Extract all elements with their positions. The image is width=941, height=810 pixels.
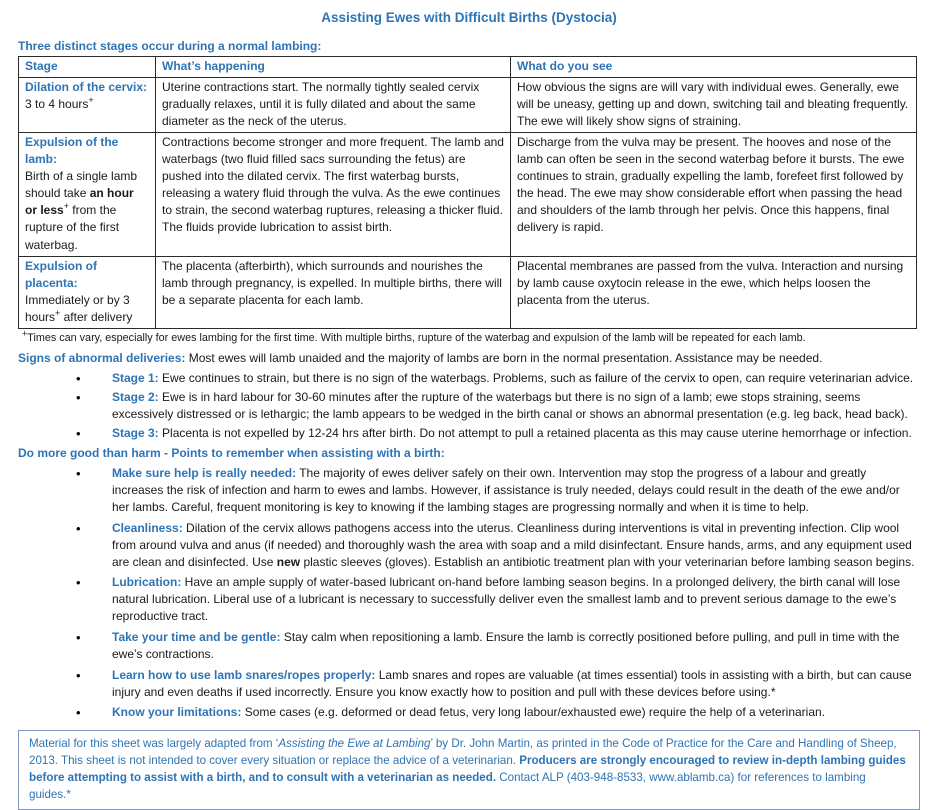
- stage-text: from the rupture of the first waterbag.: [25, 203, 120, 252]
- bullet-text: Ewe continues to strain, but there is no sign of the waterbags. Problems, such as failure of the cervix to open, can require veterinarian advice.: [162, 371, 914, 386]
- bullet-text: plastic sleeves (gloves). Establish an antibiotic treatment plan with your veterinarian before lambing season begins.: [300, 554, 915, 569]
- bullet-label: Stage 1:: [112, 371, 159, 386]
- stage-label: Expulsion of the lamb:: [25, 135, 119, 167]
- table-row: [19, 78, 917, 133]
- bullet-label: Cleanliness:: [112, 520, 183, 535]
- happening-cell: Uterine contractions start. The normally tightly sealed cervix gradually relaxes, until it is fully dilated and about the same diameter as the neck of the uterus.: [156, 78, 511, 133]
- bullet-text: Lamb snares and ropes are valuable (at times essential) tools in assisting with a birth, but can cause injury and even deaths if used incorrectly. Ensure you know exactly how to position and pull with these devices before using.*: [112, 667, 912, 699]
- stage-label: Expulsion of placenta:: [25, 258, 97, 290]
- table-row: [19, 256, 917, 328]
- signs-heading: Signs of abnormal deliveries:: [18, 350, 186, 365]
- bullet-text: Have an ample supply of water-based lubricant on-hand before lambing season begins. In a prolonged delivery, the birth canal will lose natural lubrication. Liberal use of a lubricant is necessary to successfully deliver even the smallest lamb and to prevent serious damage to the ewe’s reproductive tract.: [112, 575, 901, 624]
- stage-text-bold: an hour or less: [25, 186, 134, 218]
- happening-cell: Contractions become stronger and more frequent. The lamb and waterbags (two fluid filled sacs surrounding the fetus) are pushed into the dilated cervix. The first waterbag bursts, releasing a watery fluid through the vulva. As the ewe continues to strain, the second waterbag ruptures, releasing a thicker fluid. The fluids provide lubrication to assist birth.: [156, 133, 511, 256]
- footnote-marker: +: [63, 201, 69, 212]
- lambing-stages-table: [18, 56, 917, 328]
- bullet-label: Make sure help is really needed:: [112, 466, 297, 481]
- footer-source-title: Assisting the Ewe at Lambing: [278, 737, 431, 751]
- column-header-stage: Stage: [19, 57, 156, 78]
- list-item-stage3: [18, 425, 920, 442]
- signs-section: [18, 350, 920, 367]
- list-item-cleanliness: [18, 520, 920, 571]
- signs-intro-text: Most ewes will lamb unaided and the majority of lambs are born in the normal presentation. Assistance may be needed.: [188, 350, 823, 365]
- see-cell: Discharge from the vulva may be present. The hooves and nose of the lamb can often be seen in the second waterbag before it bursts. The ewe continues to strain, gradually expelling the lamb, forefeet first followed by the head. The ewe may show considerable effort when passing the head and shoulders of the lamb through her pelvis. Once this happens, final delivery is rapid.: [511, 133, 917, 256]
- table-header-row: [19, 57, 917, 78]
- bullet-text: Stay calm when repositioning a lamb. Ensure the lamb is correctly positioned before pulling, and pull in time with the ewe’s contractions.: [112, 629, 900, 661]
- bullet-text: Ewe is in hard labour for 30-60 minutes after the rupture of the waterbags but there is no sign of a lamb; ewe stops straining, seems excessively distressed or is lethargic; the lamb appears to be wedged in the birth canal or shows an abnormal presentation (e.g. leg back, head back).: [112, 390, 908, 422]
- bullet-text: The majority of ewes deliver safely on their own. Intervention may stop the progress of a labour and greatly increases the risk of infection and harm to ewes and lambs. However, if assistance is truly needed, delays could result in the death of the ewe and/or her lambs. Careful, frequent monitoring is key to knowing if the lambing stages are progressing normally and when it is time to help.: [112, 466, 900, 515]
- intro-heading: Three distinct stages occur during a normal lambing:: [18, 39, 322, 54]
- signs-bullet-list: [18, 370, 920, 442]
- bullet-label: Stage 3:: [112, 426, 159, 441]
- page-title: Assisting Ewes with Difficult Births (Dystocia): [321, 10, 617, 25]
- attribution-footer-box: [18, 730, 920, 810]
- stage-text: Immediately or by 3 hours: [25, 292, 130, 324]
- bullet-text: Placenta is not expelled by 12-24 hrs after birth. Do not attempt to pull a retained placenta as this may cause uterine hemorrhage or infection.: [162, 426, 912, 441]
- see-cell: Placental membranes are passed from the vulva. Interaction and nursing by lamb cause oxytocin release in the ewe, which helps loosen the placenta from the uterus.: [511, 256, 917, 328]
- stage-text: after delivery: [60, 309, 133, 324]
- see-cell: How obvious the signs are will vary with individual ewes. Generally, ewe will be uneasy, getting up and down, switching tail and bleating frequently. The ewe will likely show signs of straining.: [511, 78, 917, 133]
- stage-duration: 3 to 4 hours: [25, 97, 89, 112]
- list-item-lubrication: [18, 574, 920, 625]
- column-header-what-do-you-see: What do you see: [511, 57, 917, 78]
- harm-bullet-list: [18, 465, 920, 721]
- list-item-take-your-time: [18, 629, 920, 663]
- footer-text: Material for this sheet was largely adapted from ‘: [29, 737, 279, 751]
- footer-contact-text: Contact ALP (403-948-8533, www.ablamb.ca) for references to lambing guides.*: [29, 770, 866, 801]
- list-item-snares-ropes: [18, 667, 920, 701]
- bullet-label: Lubrication:: [112, 575, 182, 590]
- footer-text-bold: Producers are strongly encouraged to review in-depth lambing guides before attempting to assist with a birth, and to consult with a veterinarian as needed.: [29, 753, 906, 784]
- happening-cell: The placenta (afterbirth), which surrounds and nourishes the lamb through pregnancy, is expelled. In multiple births, there will be a separate placenta for each lamb.: [156, 256, 511, 328]
- footnote-marker: +: [55, 307, 61, 318]
- bullet-label: Know your limitations:: [112, 705, 242, 720]
- bullet-label: Stage 2:: [112, 390, 159, 405]
- stage-cell-expulsion-placenta: [19, 256, 156, 328]
- list-item-help-needed: [18, 465, 920, 516]
- harm-section-heading: Do more good than harm - Points to remember when assisting with a birth:: [18, 446, 445, 461]
- bullet-text-bold: new: [276, 554, 301, 569]
- stage-text: Birth of a single lamb should take: [25, 169, 138, 201]
- list-item-stage1: [18, 370, 920, 387]
- footnote-marker: +: [88, 95, 94, 106]
- footnote-marker: +: [22, 328, 28, 339]
- list-item-stage2: [18, 389, 920, 423]
- list-item-know-limitations: [18, 704, 920, 721]
- bullet-label: Take your time and be gentle:: [112, 629, 281, 644]
- footnote-text: Times can vary, especially for ewes lambing for the first time. With multiple births, rupture of the waterbag and expulsion of the lamb will be repeated for each lamb.: [27, 331, 806, 344]
- stage-label: Dilation of the cervix:: [25, 80, 148, 95]
- table-footnote: [22, 328, 920, 346]
- stage-cell-dilation: [19, 78, 156, 133]
- bullet-label: Learn how to use lamb snares/ropes properly:: [112, 667, 376, 682]
- footer-text: ’ by Dr. John Martin, as printed in the Code of Practice for the Care and Handling of Sheep, 2013. This sheet is not intended to cover every situation or replace the advice of a veterinarian.: [29, 737, 897, 767]
- table-row: [19, 133, 917, 256]
- bullet-text: Some cases (e.g. deformed or dead fetus, very long labour/exhausted ewe) require the help of a veterinarian.: [244, 705, 826, 720]
- bullet-text: Dilation of the cervix allows pathogens access into the uterus. Cleanliness during interventions is vital in preventing infection. Clip wool from around vulva and anus (if needed) and thoroughly wash the area with soap and a mild disinfectant. Ensure hands, arms, and any equipment used are clean and disinfected. Use: [112, 520, 912, 569]
- column-header-whats-happening: What’s happening: [156, 57, 511, 78]
- stage-cell-expulsion-lamb: [19, 133, 156, 256]
